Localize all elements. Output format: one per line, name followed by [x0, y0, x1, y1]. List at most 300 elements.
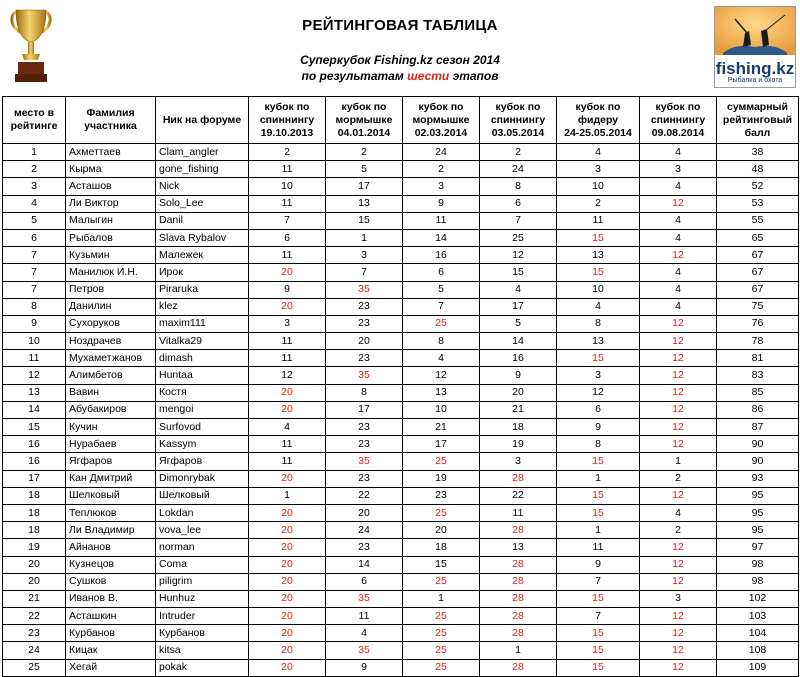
table-row	[3, 178, 799, 195]
score-cell: 9	[249, 281, 326, 298]
total-cell: 98	[717, 573, 799, 590]
place-cell: 20	[3, 573, 66, 590]
total-cell: 53	[717, 195, 799, 212]
score-cell: 1	[480, 642, 557, 659]
table-row	[3, 625, 799, 642]
score-cell: 12	[640, 350, 717, 367]
table-row	[3, 522, 799, 539]
place-cell: 18	[3, 504, 66, 521]
table-row	[3, 608, 799, 625]
total-cell: 65	[717, 229, 799, 246]
page-title: РЕЙТИНГОВАЯ ТАБЛИЦА	[302, 17, 498, 34]
total-cell: 67	[717, 281, 799, 298]
score-cell: 17	[403, 436, 480, 453]
score-cell: 4	[640, 212, 717, 229]
table-row	[3, 161, 799, 178]
nick-cell: Clam_angler	[156, 144, 249, 161]
score-cell: 4	[640, 298, 717, 315]
total-cell: 86	[717, 401, 799, 418]
nick-cell: gone_fishing	[156, 161, 249, 178]
score-cell: 20	[249, 264, 326, 281]
score-cell: 28	[480, 625, 557, 642]
score-cell: 12	[640, 384, 717, 401]
total-cell: 108	[717, 642, 799, 659]
subtitle-highlight: шести	[407, 69, 450, 83]
name-cell: Ахметтаев	[66, 144, 156, 161]
score-cell: 20	[249, 659, 326, 676]
score-cell: 25	[403, 625, 480, 642]
total-cell: 95	[717, 504, 799, 521]
score-cell: 2	[326, 144, 403, 161]
place-cell: 24	[3, 642, 66, 659]
table-row	[3, 401, 799, 418]
score-cell: 12	[640, 487, 717, 504]
total-cell: 90	[717, 453, 799, 470]
score-cell: 2	[480, 144, 557, 161]
score-cell: 3	[557, 161, 640, 178]
score-cell: 20	[249, 298, 326, 315]
score-cell: 14	[403, 229, 480, 246]
column-header-line: суммарный	[727, 100, 788, 113]
name-cell: Кузьмин	[66, 247, 156, 264]
table-row	[3, 470, 799, 487]
score-cell: 23	[326, 539, 403, 556]
nick-cell: Ягфаров	[156, 453, 249, 470]
name-cell: Асташкин	[66, 608, 156, 625]
column-header-line: рейтинговый	[722, 113, 793, 126]
score-cell: 11	[249, 247, 326, 264]
score-cell: 12	[557, 384, 640, 401]
column-header-line: рейтинге	[10, 120, 58, 132]
score-cell: 9	[326, 659, 403, 676]
name-cell: Петров	[66, 281, 156, 298]
score-cell: 17	[326, 178, 403, 195]
column-header-line: кубок по	[575, 100, 621, 113]
score-cell: 15	[557, 642, 640, 659]
score-cell: 7	[249, 212, 326, 229]
total-cell: 104	[717, 625, 799, 642]
column-header-line: 09.08.2014	[651, 126, 705, 139]
column-header-line: 04.01.2014	[337, 126, 391, 139]
name-cell: Теплюков	[66, 504, 156, 521]
place-cell: 20	[3, 556, 66, 573]
score-cell: 23	[326, 350, 403, 367]
column-header-line: Фамилия	[86, 107, 135, 119]
score-cell: 8	[480, 178, 557, 195]
table-row	[3, 539, 799, 556]
total-cell: 38	[717, 144, 799, 161]
column-header-line: мормышке	[412, 113, 470, 126]
name-cell: Кузнецов	[66, 556, 156, 573]
page-subtitle-stages	[0, 69, 800, 83]
score-cell: 4	[640, 264, 717, 281]
score-cell: 11	[249, 195, 326, 212]
total-cell: 67	[717, 247, 799, 264]
table-body	[3, 144, 799, 677]
place-cell: 11	[3, 350, 66, 367]
score-cell: 35	[326, 367, 403, 384]
score-cell: 8	[557, 436, 640, 453]
score-cell: 16	[480, 350, 557, 367]
score-cell: 28	[480, 522, 557, 539]
score-cell: 1	[557, 522, 640, 539]
score-cell: 5	[403, 281, 480, 298]
score-cell: 20	[249, 556, 326, 573]
score-cell: 4	[640, 144, 717, 161]
score-cell: 12	[640, 608, 717, 625]
place-cell: 12	[3, 367, 66, 384]
place-cell: 8	[3, 298, 66, 315]
score-cell: 13	[326, 195, 403, 212]
column-header	[557, 97, 640, 144]
name-cell: Шелковый	[66, 487, 156, 504]
score-cell: 23	[326, 436, 403, 453]
table-row	[3, 229, 799, 246]
place-cell: 18	[3, 487, 66, 504]
score-cell: 7	[480, 212, 557, 229]
column-header-line: спиннингу	[490, 113, 546, 126]
score-cell: 7	[557, 573, 640, 590]
score-cell: 12	[640, 333, 717, 350]
column-header	[156, 97, 249, 144]
score-cell: 5	[480, 315, 557, 332]
total-cell: 48	[717, 161, 799, 178]
name-cell: Курбанов	[66, 625, 156, 642]
total-cell: 87	[717, 419, 799, 436]
table-row	[3, 384, 799, 401]
table-row	[3, 195, 799, 212]
subtitle-prefix: по результатам	[301, 69, 404, 83]
score-cell: 3	[480, 453, 557, 470]
score-cell: 23	[326, 298, 403, 315]
table-row	[3, 573, 799, 590]
score-cell: 9	[557, 556, 640, 573]
score-cell: 11	[249, 350, 326, 367]
column-header	[249, 97, 326, 144]
nick-cell: maxim111	[156, 315, 249, 332]
total-cell: 78	[717, 333, 799, 350]
nick-cell: norman	[156, 539, 249, 556]
place-cell: 18	[3, 522, 66, 539]
total-cell: 98	[717, 556, 799, 573]
score-cell: 28	[480, 573, 557, 590]
score-cell: 2	[557, 195, 640, 212]
score-cell: 3	[640, 161, 717, 178]
column-header-line: спиннингу	[650, 113, 706, 126]
nick-cell: Kassym	[156, 436, 249, 453]
place-cell: 1	[3, 144, 66, 161]
column-header	[326, 97, 403, 144]
column-header-line: мормышке	[335, 113, 393, 126]
place-cell: 16	[3, 453, 66, 470]
score-cell: 25	[403, 315, 480, 332]
nick-cell: piligrim	[156, 573, 249, 590]
score-cell: 10	[403, 401, 480, 418]
total-cell: 90	[717, 436, 799, 453]
score-cell: 12	[640, 247, 717, 264]
score-cell: 11	[249, 333, 326, 350]
score-cell: 20	[249, 384, 326, 401]
score-cell: 11	[249, 161, 326, 178]
name-cell: Нурабаев	[66, 436, 156, 453]
score-cell: 4	[326, 625, 403, 642]
place-cell: 7	[3, 247, 66, 264]
name-cell: Кырма	[66, 161, 156, 178]
score-cell: 13	[403, 384, 480, 401]
total-cell: 67	[717, 264, 799, 281]
nick-cell: kitsa	[156, 642, 249, 659]
score-cell: 4	[640, 229, 717, 246]
score-cell: 28	[480, 659, 557, 676]
name-cell: Абубакиров	[66, 401, 156, 418]
column-header-line: 02.03.2014	[414, 126, 468, 139]
score-cell: 24	[403, 144, 480, 161]
place-cell: 16	[3, 436, 66, 453]
score-cell: 25	[403, 608, 480, 625]
score-cell: 7	[326, 264, 403, 281]
name-cell: Иванов В.	[66, 590, 156, 607]
table-row	[3, 247, 799, 264]
score-cell: 28	[480, 608, 557, 625]
table-row	[3, 350, 799, 367]
score-cell: 8	[326, 384, 403, 401]
score-cell: 25	[403, 659, 480, 676]
score-cell: 24	[326, 522, 403, 539]
score-cell: 6	[480, 195, 557, 212]
score-cell: 15	[557, 487, 640, 504]
nick-cell: Solo_Lee	[156, 195, 249, 212]
column-header-line: 03.05.2014	[491, 126, 545, 139]
score-cell: 13	[557, 247, 640, 264]
score-cell: 11	[557, 212, 640, 229]
score-cell: 2	[640, 470, 717, 487]
score-cell: 12	[640, 556, 717, 573]
table-row	[3, 315, 799, 332]
place-cell: 21	[3, 590, 66, 607]
page-subtitle: Суперкубок Fishing.kz сезон 2014	[300, 53, 500, 67]
score-cell: 28	[480, 556, 557, 573]
logo-subtitle: Рыбалка и охота	[727, 77, 783, 84]
score-cell: 2	[640, 522, 717, 539]
table-row	[3, 419, 799, 436]
column-header-line: фидеру	[577, 113, 619, 126]
name-cell: Кан Дмитрий	[66, 470, 156, 487]
score-cell: 6	[249, 229, 326, 246]
score-cell: 15	[557, 590, 640, 607]
score-cell: 28	[480, 470, 557, 487]
score-cell: 4	[557, 298, 640, 315]
name-cell: Ли Виктор	[66, 195, 156, 212]
score-cell: 4	[557, 144, 640, 161]
score-cell: 15	[557, 350, 640, 367]
place-cell: 2	[3, 161, 66, 178]
place-cell: 15	[3, 419, 66, 436]
score-cell: 25	[403, 453, 480, 470]
nick-cell: dimash	[156, 350, 249, 367]
table-row	[3, 281, 799, 298]
column-header-line: 24-25.05.2014	[564, 126, 632, 139]
table-row	[3, 504, 799, 521]
name-cell: Вавин	[66, 384, 156, 401]
column-header-line: участника	[84, 120, 137, 132]
score-cell: 11	[326, 608, 403, 625]
score-cell: 2	[249, 144, 326, 161]
score-cell: 20	[249, 625, 326, 642]
column-header	[66, 97, 156, 144]
nick-cell: pokak	[156, 659, 249, 676]
score-cell: 25	[403, 504, 480, 521]
score-cell: 1	[557, 470, 640, 487]
nick-cell: Hunhuz	[156, 590, 249, 607]
score-cell: 11	[557, 539, 640, 556]
place-cell: 25	[3, 659, 66, 676]
score-cell: 20	[249, 504, 326, 521]
score-cell: 2	[403, 161, 480, 178]
score-cell: 25	[480, 229, 557, 246]
score-cell: 14	[480, 333, 557, 350]
score-cell: 12	[640, 642, 717, 659]
name-cell: Мухаметжанов	[66, 350, 156, 367]
score-cell: 4	[640, 178, 717, 195]
total-cell: 97	[717, 539, 799, 556]
nick-cell: Piraruka	[156, 281, 249, 298]
nick-cell: mengoi	[156, 401, 249, 418]
column-header-line: спиннингу	[259, 113, 315, 126]
score-cell: 15	[557, 264, 640, 281]
score-cell: 12	[640, 573, 717, 590]
column-header-line: место в	[13, 107, 55, 119]
name-cell: Айнанов	[66, 539, 156, 556]
score-cell: 12	[640, 539, 717, 556]
place-cell: 4	[3, 195, 66, 212]
score-cell: 3	[249, 315, 326, 332]
logo-text: fishing.kz	[715, 59, 795, 78]
table-row	[3, 144, 799, 161]
name-cell: Хегай	[66, 659, 156, 676]
name-cell: Алимбетов	[66, 367, 156, 384]
nick-cell: Slava Rybalov	[156, 229, 249, 246]
nick-cell: Ирок	[156, 264, 249, 281]
place-cell: 22	[3, 608, 66, 625]
score-cell: 11	[249, 436, 326, 453]
score-cell: 15	[557, 453, 640, 470]
place-cell: 13	[3, 384, 66, 401]
nick-cell: Dimonrybak	[156, 470, 249, 487]
place-cell: 14	[3, 401, 66, 418]
score-cell: 1	[326, 229, 403, 246]
score-cell: 15	[557, 504, 640, 521]
score-cell: 1	[403, 590, 480, 607]
score-cell: 35	[326, 590, 403, 607]
score-cell: 18	[403, 539, 480, 556]
column-header-line: Ник на форуме	[162, 113, 242, 126]
score-cell: 12	[640, 419, 717, 436]
score-cell: 12	[403, 367, 480, 384]
nick-cell: Intruder	[156, 608, 249, 625]
table-row	[3, 436, 799, 453]
nick-cell: Surfovod	[156, 419, 249, 436]
score-cell: 13	[557, 333, 640, 350]
score-cell: 10	[557, 281, 640, 298]
column-header	[403, 97, 480, 144]
score-cell: 12	[640, 625, 717, 642]
score-cell: 25	[403, 573, 480, 590]
score-cell: 22	[326, 487, 403, 504]
table-row	[3, 642, 799, 659]
score-cell: 25	[403, 642, 480, 659]
score-cell: 35	[326, 281, 403, 298]
total-cell: 55	[717, 212, 799, 229]
score-cell: 20	[480, 384, 557, 401]
column-header-line: кубок по	[264, 100, 310, 113]
total-cell: 85	[717, 384, 799, 401]
score-cell: 21	[480, 401, 557, 418]
nick-cell: Huntaa	[156, 367, 249, 384]
total-cell: 81	[717, 350, 799, 367]
table-header-row	[3, 97, 799, 144]
score-cell: 11	[249, 453, 326, 470]
place-cell: 3	[3, 178, 66, 195]
name-cell: Манилюк И.Н.	[66, 264, 156, 281]
score-cell: 12	[640, 315, 717, 332]
total-cell: 95	[717, 522, 799, 539]
score-cell: 6	[403, 264, 480, 281]
table-row	[3, 487, 799, 504]
column-header	[640, 97, 717, 144]
column-header	[3, 97, 66, 144]
name-cell: Малыгин	[66, 212, 156, 229]
total-cell: 83	[717, 367, 799, 384]
column-header-line: кубок по	[418, 100, 464, 113]
nick-cell: Danil	[156, 212, 249, 229]
score-cell: 3	[326, 247, 403, 264]
score-cell: 3	[640, 590, 717, 607]
nick-cell: Малежек	[156, 247, 249, 264]
score-cell: 4	[249, 419, 326, 436]
total-cell: 93	[717, 470, 799, 487]
column-header	[717, 97, 799, 144]
score-cell: 7	[403, 298, 480, 315]
table-row	[3, 453, 799, 470]
score-cell: 12	[640, 401, 717, 418]
score-cell: 10	[557, 178, 640, 195]
nick-cell: Nick	[156, 178, 249, 195]
total-cell: 95	[717, 487, 799, 504]
score-cell: 20	[249, 470, 326, 487]
score-cell: 22	[480, 487, 557, 504]
score-cell: 23	[326, 470, 403, 487]
score-cell: 9	[557, 419, 640, 436]
score-cell: 15	[480, 264, 557, 281]
score-cell: 12	[480, 247, 557, 264]
score-cell: 10	[249, 178, 326, 195]
place-cell: 23	[3, 625, 66, 642]
score-cell: 20	[249, 401, 326, 418]
score-cell: 15	[326, 212, 403, 229]
name-cell: Кучин	[66, 419, 156, 436]
total-cell: 75	[717, 298, 799, 315]
score-cell: 1	[640, 453, 717, 470]
score-cell: 20	[249, 642, 326, 659]
place-cell: 7	[3, 281, 66, 298]
total-cell: 102	[717, 590, 799, 607]
score-cell: 20	[249, 590, 326, 607]
score-cell: 20	[249, 573, 326, 590]
score-cell: 6	[557, 401, 640, 418]
column-header-line: балл	[744, 126, 771, 139]
name-cell: Кицак	[66, 642, 156, 659]
score-cell: 19	[480, 436, 557, 453]
